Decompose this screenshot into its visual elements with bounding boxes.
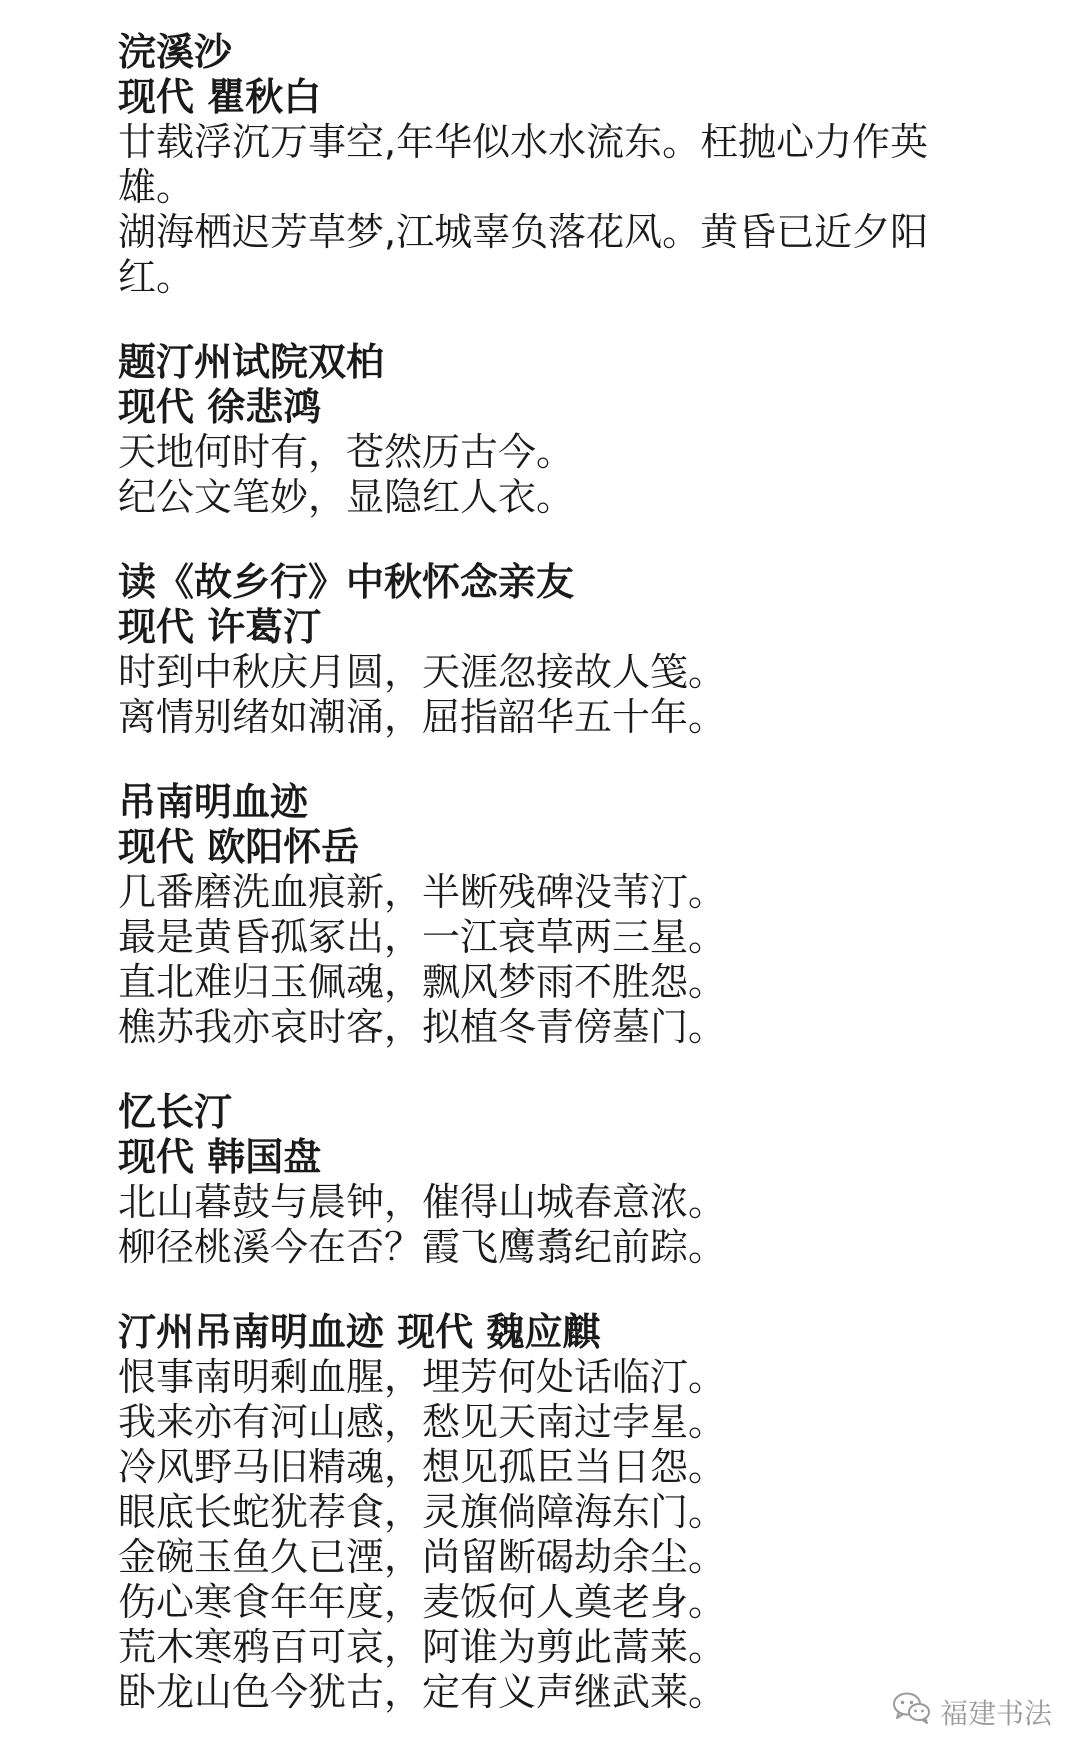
- poem-line: 樵苏我亦哀时客，拟植冬青傍墓门。: [118, 1005, 727, 1049]
- poem-author: 现代 许葛汀: [118, 605, 322, 649]
- poem-line: 天地何时有，苍然历古今。: [118, 430, 575, 474]
- poem-line: 荒木寒鸦百可哀，阿谁为剪此蒿莱。: [118, 1625, 727, 1669]
- poem: [118, 30, 1018, 300]
- poem-title: 浣溪沙: [118, 30, 233, 74]
- poem: [118, 780, 1018, 1050]
- poem-title: 忆长汀: [118, 1090, 233, 1134]
- poem-line: 北山暮鼓与晨钟，催得山城春意浓。: [118, 1180, 727, 1224]
- poem-line: 湖海栖迟芳草梦,江城辜负落花风。黄昏已近夕阳: [118, 210, 929, 254]
- watermark-text: 福建书法: [939, 1696, 1052, 1730]
- poem-line: 直北难归玉佩魂，飘风梦雨不胜怨。: [118, 960, 727, 1004]
- poem-author: 现代 欧阳怀岳: [118, 825, 360, 869]
- poem: [118, 560, 1018, 740]
- poem-line: 雄。: [118, 165, 195, 209]
- poem-title: 题汀州试院双柏: [118, 340, 385, 384]
- poem-line: 眼底长蛇犹荐食，灵旗倘障海东门。: [118, 1490, 727, 1534]
- wechat-icon: [892, 1691, 932, 1732]
- poem-line: 金碗玉鱼久已湮，尚留断碣劫余尘。: [118, 1535, 727, 1579]
- poem-line: 卧龙山色今犹古，定有义声继武莱。: [118, 1670, 727, 1714]
- poem-line: 冷风野马旧精魂，想见孤臣当日怨。: [118, 1445, 727, 1489]
- poem: [118, 1090, 1018, 1270]
- poem-line: 最是黄昏孤冢出，一江衰草两三星。: [118, 915, 727, 959]
- poem-title: 汀州吊南明血迹 现代 魏应麒: [118, 1310, 601, 1354]
- poem-line: 恨事南明剩血腥，埋芳何处话临汀。: [118, 1355, 727, 1399]
- poem-title: 吊南明血迹: [118, 780, 309, 824]
- poem: [118, 1310, 1018, 1715]
- poem-author: 现代 徐悲鸿: [118, 385, 322, 429]
- poem-line: 纪公文笔妙，显隐红人衣。: [118, 475, 575, 519]
- poem-author: 现代 韩国盘: [118, 1135, 322, 1179]
- poem-line: 伤心寒食年年度，麦饭何人奠老身。: [118, 1580, 727, 1624]
- poem: [118, 340, 1018, 520]
- poem-line: 时到中秋庆月圆，天涯忽接故人笺。: [118, 650, 727, 694]
- poem-title: 读《故乡行》中秋怀念亲友: [118, 560, 575, 604]
- poem-document: [118, 30, 1018, 1755]
- poem-line: 离情别绪如潮涌，屈指韶华五十年。: [118, 695, 727, 739]
- poem-line: 红。: [118, 255, 195, 299]
- poem-author: 现代 瞿秋白: [118, 75, 322, 119]
- poem-line: 廿载浮沉万事空,年华似水水流东。枉抛心力作英: [118, 120, 929, 164]
- poem-line: 我来亦有河山感，愁见天南过孛星。: [118, 1400, 727, 1444]
- poem-line: 柳径桃溪今在否？霞飞鹰翥纪前踪。: [118, 1225, 727, 1269]
- watermark: [892, 1691, 1052, 1732]
- poem-line: 几番磨洗血痕新，半断残碑没苇汀。: [118, 870, 727, 914]
